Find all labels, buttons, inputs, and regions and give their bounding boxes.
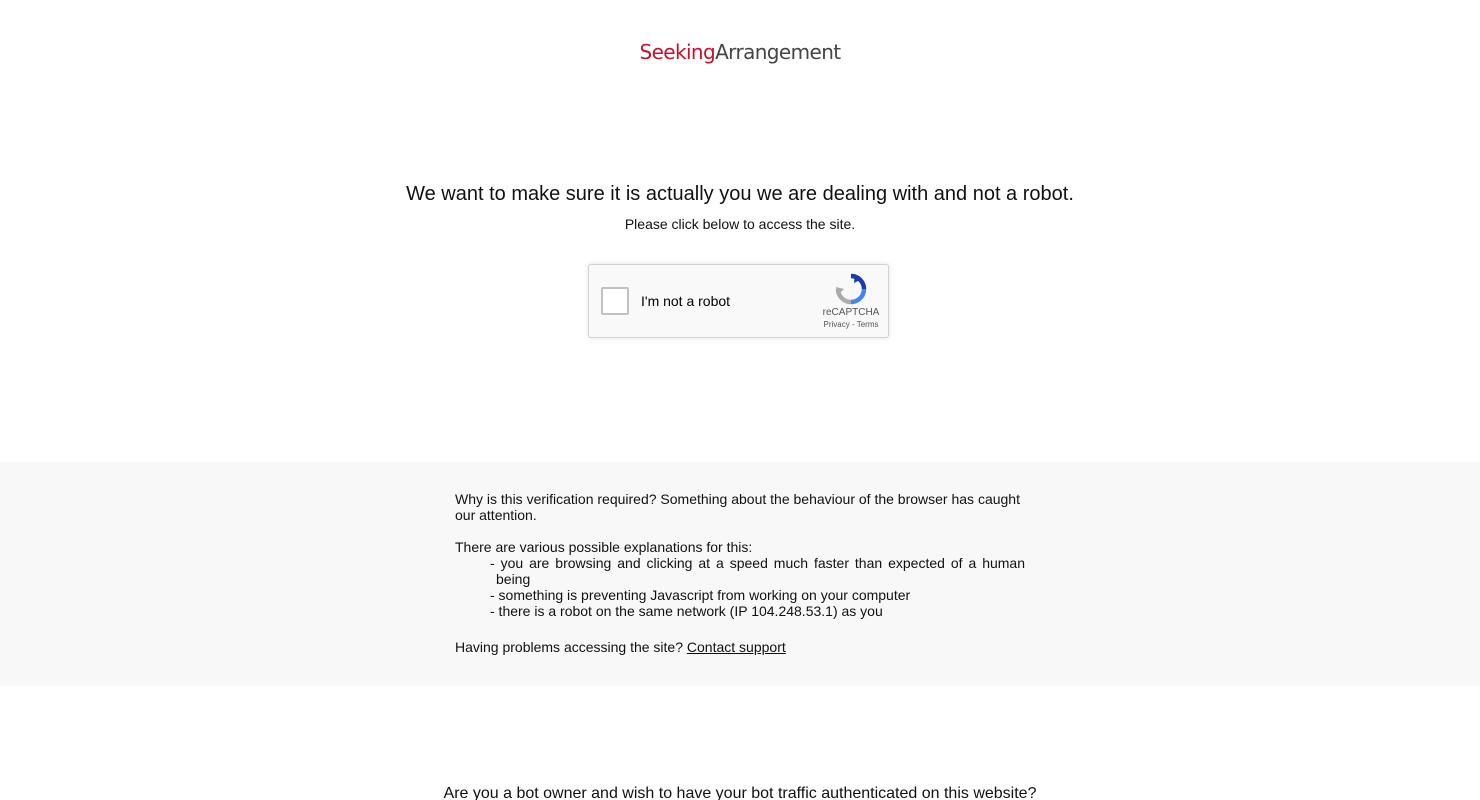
logo-part-arrangement: Arrangement <box>715 40 841 64</box>
recaptcha-privacy-link[interactable]: Privacy <box>823 320 850 329</box>
recaptcha-icon <box>835 273 867 305</box>
verification-info <box>455 491 1025 655</box>
verification-info-band <box>0 462 1480 686</box>
bot-owner-question: Are you a bot owner and wish to have your bot traffic authenticated on this website? <box>443 785 1037 800</box>
recaptcha-checkbox[interactable] <box>601 287 629 315</box>
page-subline: Please click below to access the site. <box>624 216 856 232</box>
page-headline: We want to make sure it is actually you we are dealing with and not a robot. <box>406 183 1074 205</box>
logo-part-seeking: Seeking <box>639 40 716 64</box>
recaptcha-widget <box>588 264 889 338</box>
help-line <box>455 639 1025 655</box>
help-text: Having problems accessing the site? <box>455 639 684 655</box>
recaptcha-brand: reCAPTCHA <box>822 307 880 318</box>
why-verification-text: Why is this verification required? Something about the behaviour of the browser has caught our attention. <box>455 491 1020 523</box>
explanations-intro: There are various possible explanations for this: <box>455 539 753 555</box>
explanation-item: - something is preventing Javascript from working on your computer <box>490 587 911 603</box>
explanation-item: - you are browsing and clicking at a speed much faster than expected of a human being <box>490 555 1025 587</box>
explanation-item: - there is a robot on the same network (IP 104.248.53.1) as you <box>490 603 883 619</box>
recaptcha-logo <box>819 273 883 330</box>
recaptcha-label: I'm not a robot <box>641 293 731 309</box>
recaptcha-links-separator: - <box>849 320 857 329</box>
contact-support-link[interactable]: Contact support <box>686 639 786 655</box>
site-logo[interactable] <box>0 38 1480 66</box>
explanations-list <box>455 555 1025 619</box>
recaptcha-links <box>819 320 883 330</box>
recaptcha-terms-link[interactable]: Terms <box>856 320 879 329</box>
